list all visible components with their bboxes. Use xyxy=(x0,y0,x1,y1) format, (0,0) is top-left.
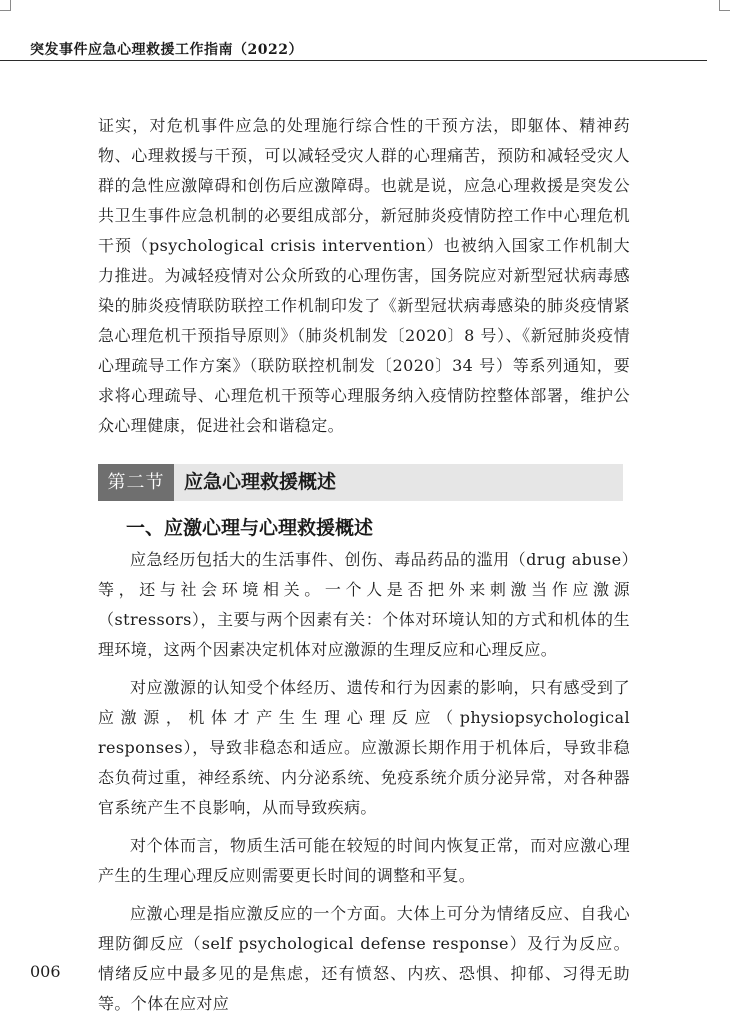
paragraph-1: 应急经历包括大的生活事件、创伤、毒品药品的滥用（drug abuse）等，还与社会环境相关。一个人是否把外来刺激当作应激源（stressors），主要与两个因素有关：个体对环境认知的方式和机体的生理环境，这两个因素决定机体对应激源的生理反应和心理反应。 xyxy=(98,550,630,659)
crop-mark-left xyxy=(0,0,11,11)
section-number-label: 第二节 xyxy=(98,464,174,501)
paragraph-2: 对应激源的认知受个体经历、遗传和行为因素的影响，只有感受到了应激源，机体才产生生理心理反应（physiopsychological responses），导致非稳态和适应。应激源长期作用于机体后，导致非稳态负荷过重，神经系统、内分泌系统、免疫系统介质分泌异常，对各种器官系统产生不良影响，从而导致疾病。 xyxy=(98,678,630,817)
section-heading-bar xyxy=(98,464,623,501)
paragraph-3: 对个体而言，物质生活可能在较短的时间内恢复正常，而对应激心理产生的生理心理反应则需要更长时间的调整和平复。 xyxy=(98,836,630,885)
subsection-title: 一、应激心理与心理救援概述 xyxy=(126,517,374,539)
running-header: 突发事件应急心理救援工作指南（2022） xyxy=(30,42,303,58)
paragraph-4: 应激心理是指应激反应的一个方面。大体上可分为情绪反应、自我心理防御反应（self psychological defense response）及行为反应。情绪反应中最多见的是焦虑，还有愤怒、内疚、恐惧、抑郁、习得无助等。个体在应对应 xyxy=(98,904,630,1013)
top-paragraph: 证实，对危机事件应急的处理施行综合性的干预方法，即躯体、精神药物、心理救援与干预，可以减轻受灾人群的心理痛苦，预防和减轻受灾人群的急性应激障碍和创伤后应激障碍。也就是说，应急心理救援是突发公共卫生事件应急机制的必要组成部分，新冠肺炎疫情防控工作中心理危机干预（psychological crisis intervention）也被纳入国家工作机制大力推进。为减轻疫情对公众所致的心理伤害，国务院应对新型冠状病毒感染的肺炎疫情联防联控工作机制印发了《新型冠状病毒感染的肺炎疫情紧急心理危机干预指导原则》（肺炎机制发〔2020〕8 号）、《新冠肺炎疫情心理疏导工作方案》（联防联控机制发〔2020〕34 号）等系列通知，要求将心理疏导、心理危机干预等心理服务纳入疫情防控整体部署，维护公众心理健康，促进社会和谐稳定。 xyxy=(98,116,630,435)
page-number: 006 xyxy=(30,962,61,981)
section-title: 应急心理救援概述 xyxy=(184,471,337,493)
header-rule xyxy=(0,60,707,61)
crop-mark-right xyxy=(719,0,730,11)
top-text-block xyxy=(98,111,630,441)
body-text-block xyxy=(98,545,630,1019)
